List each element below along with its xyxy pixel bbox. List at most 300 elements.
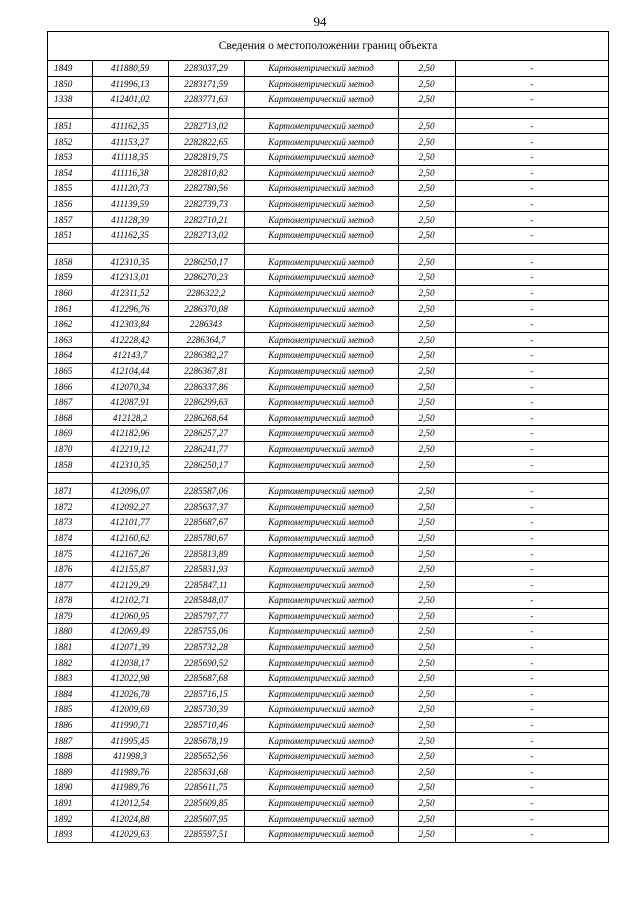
table-row bbox=[48, 780, 608, 796]
point-number-cell: 1879 bbox=[48, 608, 92, 624]
method-cell: Картометрический метод bbox=[244, 394, 398, 410]
y-coordinate-cell: 2286364,7 bbox=[168, 332, 244, 348]
point-number-cell: 1883 bbox=[48, 670, 92, 686]
point-number-cell: 1851 bbox=[48, 118, 92, 134]
description-cell: - bbox=[455, 348, 608, 364]
empty-cell bbox=[398, 107, 455, 118]
accuracy-cell: 2,50 bbox=[398, 285, 455, 301]
table-row bbox=[48, 593, 608, 609]
empty-cell bbox=[455, 107, 608, 118]
table-row bbox=[48, 457, 608, 473]
description-cell: - bbox=[455, 686, 608, 702]
description-cell: - bbox=[455, 410, 608, 426]
table-row bbox=[48, 118, 608, 134]
table-row bbox=[48, 426, 608, 442]
x-coordinate-cell: 412029,63 bbox=[92, 826, 168, 841]
description-cell: - bbox=[455, 811, 608, 827]
accuracy-cell: 2,50 bbox=[398, 717, 455, 733]
method-cell: Картометрический метод bbox=[244, 546, 398, 562]
table-row bbox=[48, 301, 608, 317]
method-cell: Картометрический метод bbox=[244, 254, 398, 270]
point-number-cell: 1874 bbox=[48, 530, 92, 546]
method-cell: Картометрический метод bbox=[244, 426, 398, 442]
point-number-cell: 1863 bbox=[48, 332, 92, 348]
page-number: 94 bbox=[313, 14, 327, 29]
method-cell: Картометрический метод bbox=[244, 227, 398, 243]
point-number-cell: 1857 bbox=[48, 212, 92, 228]
description-cell: - bbox=[455, 483, 608, 499]
y-coordinate-cell: 2285611,75 bbox=[168, 780, 244, 796]
x-coordinate-cell: 412128,2 bbox=[92, 410, 168, 426]
y-coordinate-cell: 2285716,15 bbox=[168, 686, 244, 702]
table-row bbox=[48, 795, 608, 811]
empty-cell bbox=[168, 107, 244, 118]
description-cell: - bbox=[455, 748, 608, 764]
point-number-cell: 1851 bbox=[48, 227, 92, 243]
y-coordinate-cell: 2285831,93 bbox=[168, 561, 244, 577]
x-coordinate-cell: 412303,84 bbox=[92, 316, 168, 332]
empty-cell bbox=[92, 472, 168, 483]
x-coordinate-cell: 412160,62 bbox=[92, 530, 168, 546]
description-cell: - bbox=[455, 457, 608, 473]
description-cell: - bbox=[455, 702, 608, 718]
x-coordinate-cell: 411162,35 bbox=[92, 227, 168, 243]
y-coordinate-cell: 2285597,51 bbox=[168, 826, 244, 841]
point-number-cell: 1873 bbox=[48, 515, 92, 531]
table-row bbox=[48, 134, 608, 150]
accuracy-cell: 2,50 bbox=[398, 76, 455, 92]
table-row bbox=[48, 826, 608, 841]
point-number-cell: 1877 bbox=[48, 577, 92, 593]
method-cell: Картометрический метод bbox=[244, 515, 398, 531]
table-row bbox=[48, 561, 608, 577]
table-row bbox=[48, 499, 608, 515]
accuracy-cell: 2,50 bbox=[398, 530, 455, 546]
y-coordinate-cell: 2285607,95 bbox=[168, 811, 244, 827]
accuracy-cell: 2,50 bbox=[398, 826, 455, 841]
accuracy-cell: 2,50 bbox=[398, 748, 455, 764]
description-cell: - bbox=[455, 441, 608, 457]
accuracy-cell: 2,50 bbox=[398, 515, 455, 531]
accuracy-cell: 2,50 bbox=[398, 118, 455, 134]
description-cell: - bbox=[455, 780, 608, 796]
x-coordinate-cell: 412311,52 bbox=[92, 285, 168, 301]
point-number-cell: 1885 bbox=[48, 702, 92, 718]
method-cell: Картометрический метод bbox=[244, 301, 398, 317]
group-separator-row bbox=[48, 243, 608, 254]
description-cell: - bbox=[455, 363, 608, 379]
table-row bbox=[48, 764, 608, 780]
y-coordinate-cell: 2285780,67 bbox=[168, 530, 244, 546]
accuracy-cell: 2,50 bbox=[398, 441, 455, 457]
method-cell: Картометрический метод bbox=[244, 624, 398, 640]
description-cell: - bbox=[455, 149, 608, 165]
accuracy-cell: 2,50 bbox=[398, 363, 455, 379]
accuracy-cell: 2,50 bbox=[398, 426, 455, 442]
point-number-cell: 1880 bbox=[48, 624, 92, 640]
point-number-cell: 1864 bbox=[48, 348, 92, 364]
table-row bbox=[48, 316, 608, 332]
table-row bbox=[48, 655, 608, 671]
method-cell: Картометрический метод bbox=[244, 316, 398, 332]
y-coordinate-cell: 2282713,02 bbox=[168, 118, 244, 134]
method-cell: Картометрический метод bbox=[244, 196, 398, 212]
method-cell: Картометрический метод bbox=[244, 639, 398, 655]
table-row bbox=[48, 441, 608, 457]
empty-cell bbox=[48, 107, 92, 118]
y-coordinate-cell: 2285710,46 bbox=[168, 717, 244, 733]
x-coordinate-cell: 412228,42 bbox=[92, 332, 168, 348]
y-coordinate-cell: 2285847,11 bbox=[168, 577, 244, 593]
method-cell: Картометрический метод bbox=[244, 593, 398, 609]
accuracy-cell: 2,50 bbox=[398, 483, 455, 499]
table-row bbox=[48, 61, 608, 76]
empty-cell bbox=[455, 243, 608, 254]
method-cell: Картометрический метод bbox=[244, 332, 398, 348]
x-coordinate-cell: 412155,87 bbox=[92, 561, 168, 577]
y-coordinate-cell: 2282713,02 bbox=[168, 227, 244, 243]
description-cell: - bbox=[455, 608, 608, 624]
description-cell: - bbox=[455, 426, 608, 442]
method-cell: Картометрический метод bbox=[244, 457, 398, 473]
x-coordinate-cell: 412182,96 bbox=[92, 426, 168, 442]
point-number-cell: 1869 bbox=[48, 426, 92, 442]
description-cell: - bbox=[455, 254, 608, 270]
description-cell: - bbox=[455, 764, 608, 780]
group-separator-row bbox=[48, 472, 608, 483]
empty-cell bbox=[168, 243, 244, 254]
x-coordinate-cell: 412167,26 bbox=[92, 546, 168, 562]
accuracy-cell: 2,50 bbox=[398, 332, 455, 348]
description-cell: - bbox=[455, 515, 608, 531]
table-row bbox=[48, 332, 608, 348]
x-coordinate-cell: 412070,34 bbox=[92, 379, 168, 395]
description-cell: - bbox=[455, 118, 608, 134]
accuracy-cell: 2,50 bbox=[398, 379, 455, 395]
x-coordinate-cell: 412102,71 bbox=[92, 593, 168, 609]
accuracy-cell: 2,50 bbox=[398, 270, 455, 286]
y-coordinate-cell: 2286299,63 bbox=[168, 394, 244, 410]
point-number-cell: 1886 bbox=[48, 717, 92, 733]
method-cell: Картометрический метод bbox=[244, 499, 398, 515]
method-cell: Картометрический метод bbox=[244, 670, 398, 686]
y-coordinate-cell: 2285730,39 bbox=[168, 702, 244, 718]
method-cell: Картометрический метод bbox=[244, 561, 398, 577]
y-coordinate-cell: 2282710,21 bbox=[168, 212, 244, 228]
description-cell: - bbox=[455, 639, 608, 655]
method-cell: Картометрический метод bbox=[244, 212, 398, 228]
empty-cell bbox=[92, 243, 168, 254]
method-cell: Картометрический метод bbox=[244, 686, 398, 702]
description-cell: - bbox=[455, 530, 608, 546]
point-number-cell: 1872 bbox=[48, 499, 92, 515]
empty-cell bbox=[92, 107, 168, 118]
table-row bbox=[48, 608, 608, 624]
x-coordinate-cell: 411120,73 bbox=[92, 181, 168, 197]
accuracy-cell: 2,50 bbox=[398, 394, 455, 410]
accuracy-cell: 2,50 bbox=[398, 733, 455, 749]
description-cell: - bbox=[455, 316, 608, 332]
x-coordinate-cell: 411880,59 bbox=[92, 61, 168, 76]
x-coordinate-cell: 411139,59 bbox=[92, 196, 168, 212]
point-number-cell: 1884 bbox=[48, 686, 92, 702]
method-cell: Картометрический метод bbox=[244, 780, 398, 796]
accuracy-cell: 2,50 bbox=[398, 196, 455, 212]
empty-cell bbox=[398, 243, 455, 254]
point-number-cell: 1892 bbox=[48, 811, 92, 827]
table-row bbox=[48, 227, 608, 243]
y-coordinate-cell: 2285652,56 bbox=[168, 748, 244, 764]
accuracy-cell: 2,50 bbox=[398, 61, 455, 76]
y-coordinate-cell: 2283037,29 bbox=[168, 61, 244, 76]
x-coordinate-cell: 412101,77 bbox=[92, 515, 168, 531]
accuracy-cell: 2,50 bbox=[398, 608, 455, 624]
y-coordinate-cell: 2285678,19 bbox=[168, 733, 244, 749]
accuracy-cell: 2,50 bbox=[398, 316, 455, 332]
x-coordinate-cell: 412069,49 bbox=[92, 624, 168, 640]
method-cell: Картометрический метод bbox=[244, 795, 398, 811]
point-number-cell: 1852 bbox=[48, 134, 92, 150]
description-cell: - bbox=[455, 212, 608, 228]
x-coordinate-cell: 412129,29 bbox=[92, 577, 168, 593]
x-coordinate-cell: 412104,44 bbox=[92, 363, 168, 379]
method-cell: Картометрический метод bbox=[244, 764, 398, 780]
y-coordinate-cell: 2286337,86 bbox=[168, 379, 244, 395]
y-coordinate-cell: 2286343 bbox=[168, 316, 244, 332]
point-number-cell: 1875 bbox=[48, 546, 92, 562]
y-coordinate-cell: 2285797,77 bbox=[168, 608, 244, 624]
point-number-cell: 1888 bbox=[48, 748, 92, 764]
table-row bbox=[48, 702, 608, 718]
point-number-cell: 1862 bbox=[48, 316, 92, 332]
y-coordinate-cell: 2285687,67 bbox=[168, 515, 244, 531]
x-coordinate-cell: 412012,54 bbox=[92, 795, 168, 811]
y-coordinate-cell: 2286382,27 bbox=[168, 348, 244, 364]
x-coordinate-cell: 411153,27 bbox=[92, 134, 168, 150]
y-coordinate-cell: 2282819,75 bbox=[168, 149, 244, 165]
empty-cell bbox=[48, 472, 92, 483]
empty-cell bbox=[244, 472, 398, 483]
description-cell: - bbox=[455, 593, 608, 609]
x-coordinate-cell: 412024,88 bbox=[92, 811, 168, 827]
empty-cell bbox=[168, 472, 244, 483]
y-coordinate-cell: 2285631,68 bbox=[168, 764, 244, 780]
y-coordinate-cell: 2286370,08 bbox=[168, 301, 244, 317]
point-number-cell: 1878 bbox=[48, 593, 92, 609]
accuracy-cell: 2,50 bbox=[398, 348, 455, 364]
point-number-cell: 1882 bbox=[48, 655, 92, 671]
boundary-table-frame bbox=[47, 31, 609, 843]
accuracy-cell: 2,50 bbox=[398, 593, 455, 609]
empty-cell bbox=[244, 243, 398, 254]
group-separator-row bbox=[48, 107, 608, 118]
method-cell: Картометрический метод bbox=[244, 165, 398, 181]
x-coordinate-cell: 412219,12 bbox=[92, 441, 168, 457]
point-number-cell: 1893 bbox=[48, 826, 92, 841]
x-coordinate-cell: 411116,38 bbox=[92, 165, 168, 181]
y-coordinate-cell: 2286367,81 bbox=[168, 363, 244, 379]
x-coordinate-cell: 412313,01 bbox=[92, 270, 168, 286]
method-cell: Картометрический метод bbox=[244, 118, 398, 134]
empty-cell bbox=[455, 472, 608, 483]
accuracy-cell: 2,50 bbox=[398, 764, 455, 780]
table-row bbox=[48, 181, 608, 197]
x-coordinate-cell: 412143,7 bbox=[92, 348, 168, 364]
x-coordinate-cell: 412022,98 bbox=[92, 670, 168, 686]
accuracy-cell: 2,50 bbox=[398, 410, 455, 426]
point-number-cell: 1871 bbox=[48, 483, 92, 499]
accuracy-cell: 2,50 bbox=[398, 181, 455, 197]
method-cell: Картометрический метод bbox=[244, 92, 398, 108]
point-number-cell: 1853 bbox=[48, 149, 92, 165]
point-number-cell: 1861 bbox=[48, 301, 92, 317]
y-coordinate-cell: 2285587,06 bbox=[168, 483, 244, 499]
table-row bbox=[48, 254, 608, 270]
point-number-cell: 1865 bbox=[48, 363, 92, 379]
method-cell: Картометрический метод bbox=[244, 441, 398, 457]
method-cell: Картометрический метод bbox=[244, 530, 398, 546]
accuracy-cell: 2,50 bbox=[398, 655, 455, 671]
accuracy-cell: 2,50 bbox=[398, 561, 455, 577]
method-cell: Картометрический метод bbox=[244, 483, 398, 499]
y-coordinate-cell: 2283171,59 bbox=[168, 76, 244, 92]
point-number-cell: 1868 bbox=[48, 410, 92, 426]
empty-cell bbox=[48, 243, 92, 254]
accuracy-cell: 2,50 bbox=[398, 254, 455, 270]
table-row bbox=[48, 348, 608, 364]
table-row bbox=[48, 624, 608, 640]
method-cell: Картометрический метод bbox=[244, 826, 398, 841]
accuracy-cell: 2,50 bbox=[398, 457, 455, 473]
description-cell: - bbox=[455, 181, 608, 197]
x-coordinate-cell: 412026,78 bbox=[92, 686, 168, 702]
point-number-cell: 1889 bbox=[48, 764, 92, 780]
accuracy-cell: 2,50 bbox=[398, 92, 455, 108]
x-coordinate-cell: 412009,69 bbox=[92, 702, 168, 718]
empty-cell bbox=[244, 107, 398, 118]
table-row bbox=[48, 530, 608, 546]
y-coordinate-cell: 2286241,77 bbox=[168, 441, 244, 457]
description-cell: - bbox=[455, 826, 608, 841]
y-coordinate-cell: 2282739,73 bbox=[168, 196, 244, 212]
table-row bbox=[48, 285, 608, 301]
y-coordinate-cell: 2286322,2 bbox=[168, 285, 244, 301]
accuracy-cell: 2,50 bbox=[398, 670, 455, 686]
y-coordinate-cell: 2282810,82 bbox=[168, 165, 244, 181]
x-coordinate-cell: 412096,07 bbox=[92, 483, 168, 499]
accuracy-cell: 2,50 bbox=[398, 624, 455, 640]
description-cell: - bbox=[455, 92, 608, 108]
point-number-cell: 1849 bbox=[48, 61, 92, 76]
description-cell: - bbox=[455, 670, 608, 686]
point-number-cell: 1891 bbox=[48, 795, 92, 811]
accuracy-cell: 2,50 bbox=[398, 702, 455, 718]
table-row bbox=[48, 717, 608, 733]
table-row bbox=[48, 639, 608, 655]
description-cell: - bbox=[455, 196, 608, 212]
description-cell: - bbox=[455, 577, 608, 593]
table-row bbox=[48, 686, 608, 702]
table-row bbox=[48, 748, 608, 764]
x-coordinate-cell: 411162,35 bbox=[92, 118, 168, 134]
description-cell: - bbox=[455, 301, 608, 317]
table-row bbox=[48, 379, 608, 395]
table-row bbox=[48, 394, 608, 410]
point-number-cell: 1338 bbox=[48, 92, 92, 108]
table-row bbox=[48, 515, 608, 531]
method-cell: Картометрический метод bbox=[244, 577, 398, 593]
point-number-cell: 1881 bbox=[48, 639, 92, 655]
x-coordinate-cell: 412310,35 bbox=[92, 254, 168, 270]
point-number-cell: 1858 bbox=[48, 457, 92, 473]
accuracy-cell: 2,50 bbox=[398, 577, 455, 593]
point-number-cell: 1858 bbox=[48, 254, 92, 270]
table-row bbox=[48, 483, 608, 499]
method-cell: Картометрический метод bbox=[244, 363, 398, 379]
table-row bbox=[48, 811, 608, 827]
table-row bbox=[48, 270, 608, 286]
method-cell: Картометрический метод bbox=[244, 379, 398, 395]
description-cell: - bbox=[455, 270, 608, 286]
y-coordinate-cell: 2286270,23 bbox=[168, 270, 244, 286]
description-cell: - bbox=[455, 332, 608, 348]
x-coordinate-cell: 412401,02 bbox=[92, 92, 168, 108]
description-cell: - bbox=[455, 546, 608, 562]
y-coordinate-cell: 2286268,64 bbox=[168, 410, 244, 426]
table-row bbox=[48, 577, 608, 593]
coordinates-table-body bbox=[48, 61, 608, 842]
y-coordinate-cell: 2286257,27 bbox=[168, 426, 244, 442]
method-cell: Картометрический метод bbox=[244, 134, 398, 150]
method-cell: Картометрический метод bbox=[244, 61, 398, 76]
point-number-cell: 1890 bbox=[48, 780, 92, 796]
x-coordinate-cell: 412310,35 bbox=[92, 457, 168, 473]
method-cell: Картометрический метод bbox=[244, 348, 398, 364]
accuracy-cell: 2,50 bbox=[398, 499, 455, 515]
y-coordinate-cell: 2285687,68 bbox=[168, 670, 244, 686]
empty-cell bbox=[398, 472, 455, 483]
x-coordinate-cell: 411995,45 bbox=[92, 733, 168, 749]
x-coordinate-cell: 412092,27 bbox=[92, 499, 168, 515]
point-number-cell: 1870 bbox=[48, 441, 92, 457]
x-coordinate-cell: 411996,13 bbox=[92, 76, 168, 92]
method-cell: Картометрический метод bbox=[244, 149, 398, 165]
accuracy-cell: 2,50 bbox=[398, 795, 455, 811]
description-cell: - bbox=[455, 499, 608, 515]
description-cell: - bbox=[455, 624, 608, 640]
method-cell: Картометрический метод bbox=[244, 717, 398, 733]
point-number-cell: 1866 bbox=[48, 379, 92, 395]
table-row bbox=[48, 165, 608, 181]
description-cell: - bbox=[455, 733, 608, 749]
accuracy-cell: 2,50 bbox=[398, 227, 455, 243]
x-coordinate-cell: 411989,76 bbox=[92, 780, 168, 796]
y-coordinate-cell: 2285732,28 bbox=[168, 639, 244, 655]
point-number-cell: 1887 bbox=[48, 733, 92, 749]
x-coordinate-cell: 411118,35 bbox=[92, 149, 168, 165]
y-coordinate-cell: 2282780,56 bbox=[168, 181, 244, 197]
coordinates-table bbox=[48, 61, 608, 842]
x-coordinate-cell: 412087,91 bbox=[92, 394, 168, 410]
y-coordinate-cell: 2285848,07 bbox=[168, 593, 244, 609]
table-row bbox=[48, 670, 608, 686]
description-cell: - bbox=[455, 165, 608, 181]
x-coordinate-cell: 412296,76 bbox=[92, 301, 168, 317]
y-coordinate-cell: 2285637,37 bbox=[168, 499, 244, 515]
description-cell: - bbox=[455, 655, 608, 671]
description-cell: - bbox=[455, 285, 608, 301]
description-cell: - bbox=[455, 379, 608, 395]
